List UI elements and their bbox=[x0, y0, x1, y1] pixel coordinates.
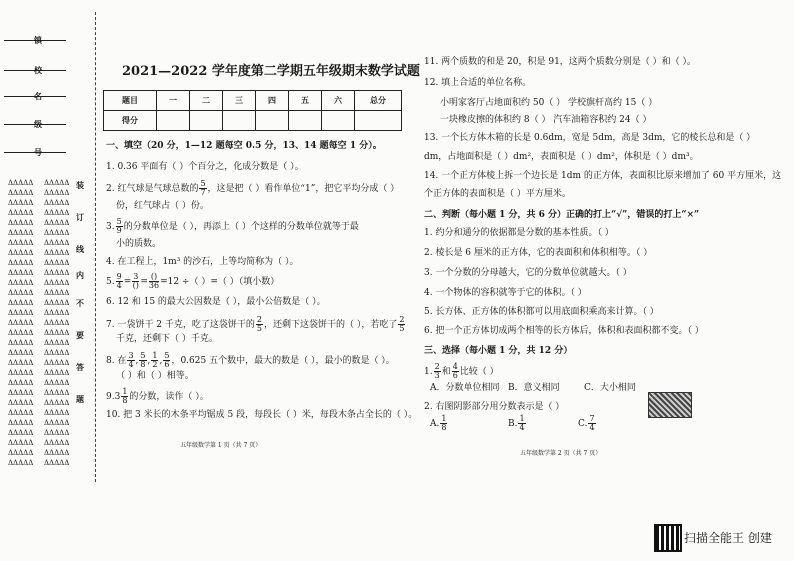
score-cell[interactable] bbox=[355, 111, 402, 131]
question-6: 6. 12 和 15 的最大公因数是（ ），最小公倍数是（ ）。 bbox=[106, 297, 326, 307]
score-row-label: 得分 bbox=[104, 111, 157, 131]
footer-left: 五年级数学第 1 页（共 7 页） bbox=[180, 442, 262, 449]
fraction: $\frac{5}{9}$ bbox=[116, 217, 122, 235]
seal-char: 题 bbox=[76, 394, 84, 404]
field-class: 级 bbox=[4, 124, 66, 125]
fraction: $\frac{4}{6}$ bbox=[452, 362, 458, 380]
fraction: $\frac{5}{8}$ bbox=[140, 351, 146, 369]
score-cell[interactable] bbox=[289, 111, 322, 131]
score-row bbox=[104, 111, 402, 131]
fraction: $\frac{5}{7}$ bbox=[200, 179, 206, 197]
choice-2: 2. 右图阴影部分用分数表示是（ ） bbox=[424, 402, 565, 412]
fraction: $\frac{1}{2}$ bbox=[152, 351, 158, 369]
seal-char: 订 bbox=[76, 212, 84, 222]
choice-1-option-a[interactable]: A．分数单位相同 bbox=[430, 383, 500, 393]
judge-6: 6. 把一个正方体切成两个相等的长方体后，体积和表面积都不变。（ ） bbox=[424, 326, 704, 336]
seal-char: 答 bbox=[76, 362, 84, 372]
field-number: 号 bbox=[4, 152, 66, 153]
question-9: 9. 3 $\frac{1}{8}$ 的分数，读作（ ）。 bbox=[106, 387, 209, 405]
section-3-heading: 三、选择（每小题 1 分，共 12 分） bbox=[424, 346, 573, 356]
question-12: 12. 填上合适的单位名称。 bbox=[424, 78, 532, 88]
question-8-cont: （ ）和（ ）相等。 bbox=[116, 371, 194, 381]
question-2-cont: 份，红气球占（ ）份。 bbox=[116, 201, 209, 211]
seal-char: 线 bbox=[76, 244, 84, 254]
score-cell[interactable] bbox=[256, 111, 289, 131]
fraction: $\frac{1}{8}$ bbox=[441, 414, 447, 432]
fraction: $\frac{()}{36}$ bbox=[148, 272, 160, 290]
choice-2-option-a[interactable]: A. $\frac{1}{8}$ bbox=[430, 414, 447, 432]
fraction: $\frac{2}{3}$ bbox=[434, 362, 440, 380]
score-header: 一 bbox=[157, 91, 190, 111]
fraction: $\frac{3}{()}$ bbox=[132, 272, 139, 290]
score-header: 二 bbox=[190, 91, 223, 111]
triangle-column-1: ΔΔΔΔΔ ΔΔΔΔΔ ΔΔΔΔΔ ΔΔΔΔΔ ΔΔΔΔΔ ΔΔΔΔΔ ΔΔΔΔΔ ΔΔΔΔΔ ΔΔΔΔΔ ΔΔΔΔΔ ΔΔΔΔΔ ΔΔΔΔΔ ΔΔΔΔΔ ΔΔΔΔΔ ΔΔΔΔΔ ΔΔΔΔΔ ΔΔΔΔΔ ΔΔΔΔΔ ΔΔΔΔΔ ΔΔΔΔΔ ΔΔΔΔΔ ΔΔΔΔΔ ΔΔΔΔΔ ΔΔΔΔΔ ΔΔΔΔΔ ΔΔΔΔΔ ΔΔΔΔΔ ΔΔΔΔΔ ΔΔΔΔΔ bbox=[8, 179, 34, 467]
question-13-cont: dm，占地面积是（ ）dm²，表面积是（ ）dm²，体积是（ ）dm³。 bbox=[424, 152, 699, 162]
fraction: $\frac{1}{4}$ bbox=[519, 414, 525, 432]
choice-1-option-c[interactable]: C．大小相同 bbox=[584, 383, 636, 393]
scanner-watermark: 扫描全能王 创建 bbox=[684, 531, 772, 545]
page-title: 2021—2022 学年度第二学期五年级期末数学试题 bbox=[122, 64, 420, 79]
score-cell[interactable] bbox=[322, 111, 355, 131]
judge-3: 3. 一个分数的分母越大，它的分数单位就越大。（ ） bbox=[424, 268, 632, 278]
choice-1-option-b[interactable]: B．意义相同 bbox=[508, 383, 560, 393]
question-11: 11. 两个质数的和是 20，积是 91，这两个质数分别是（ ）和（ ）。 bbox=[424, 57, 697, 67]
question-7: 7. 一袋饼干 2 千克，吃了这袋饼干的 $\frac{2}{5}$ ，还剩下这袋饼干的（ ），若吃了 $\frac{2}{5}$ bbox=[106, 315, 405, 333]
field-school: 校 bbox=[4, 70, 66, 71]
question-8: 8. 在 $\frac{3}{4}$ , $\frac{5}{8}$ , $\frac{1}{2}$ , $\frac{5}{6}$ ，0.625 五个数中，最大的数是（ ），最小的数是（ ）。 bbox=[106, 351, 395, 369]
binding-line bbox=[95, 12, 96, 482]
judge-5: 5. 长方体、正方体的体积都可以用底面积乘高来计算。（ ） bbox=[424, 307, 659, 317]
score-cell[interactable] bbox=[190, 111, 223, 131]
question-14-cont: 个正方体的表面积是（ ）平方厘米。 bbox=[424, 189, 571, 199]
score-header: 五 bbox=[289, 91, 322, 111]
question-12-row1: 小明家客厅占地面积约 50（ ） 学校旗杆高约 15（ ） bbox=[440, 98, 658, 108]
question-14: 14. 一个正方体棱上拆一个边长是 1dm 的正方体，表面积比原来增加了 60 平方厘米，这 bbox=[424, 171, 782, 181]
fraction: $\frac{7}{4}$ bbox=[589, 414, 595, 432]
judge-4: 4. 一个物体的容积就等于它的体积。（ ） bbox=[424, 288, 587, 298]
fraction: $\frac{5}{6}$ bbox=[164, 351, 170, 369]
score-header: 三 bbox=[223, 91, 256, 111]
triangle-column-2: ΔΔΔΔΔ ΔΔΔΔΔ ΔΔΔΔΔ ΔΔΔΔΔ ΔΔΔΔΔ ΔΔΔΔΔ ΔΔΔΔΔ ΔΔΔΔΔ ΔΔΔΔΔ ΔΔΔΔΔ ΔΔΔΔΔ ΔΔΔΔΔ ΔΔΔΔΔ ΔΔΔΔΔ ΔΔΔΔΔ ΔΔΔΔΔ ΔΔΔΔΔ ΔΔΔΔΔ ΔΔΔΔΔ ΔΔΔΔΔ ΔΔΔΔΔ ΔΔΔΔΔ ΔΔΔΔΔ ΔΔΔΔΔ ΔΔΔΔΔ ΔΔΔΔΔ ΔΔΔΔΔ ΔΔΔΔΔ ΔΔΔΔΔ bbox=[44, 179, 70, 467]
qr-code-icon bbox=[654, 524, 682, 552]
score-header: 总分 bbox=[355, 91, 402, 111]
question-2: 2. 红气球是气球总数的 $\frac{5}{7}$ ，这是把（ ）看作单位“1”，把它平均分成（ ） bbox=[106, 179, 400, 197]
question-3: 3. $\frac{5}{9}$ 的分数单位是（ ），再添上（ ）个这样的分数单位就等于最 bbox=[106, 217, 359, 235]
choice-1: 1. $\frac{2}{3}$ 和 $\frac{4}{6}$ 比较（ ） bbox=[424, 362, 499, 380]
fraction: $\frac{3}{4}$ bbox=[128, 351, 134, 369]
judge-2: 2. 棱长是 6 厘米的正方体，它的表面积和体积相等。（ ） bbox=[424, 248, 653, 258]
field-town: 镇 bbox=[4, 40, 66, 41]
seal-char: 内 bbox=[76, 270, 84, 280]
score-table bbox=[103, 90, 402, 131]
shaded-figure bbox=[648, 392, 692, 418]
score-cell[interactable] bbox=[223, 111, 256, 131]
fraction: $\frac{1}{8}$ bbox=[122, 387, 128, 405]
question-3-cont: 小的质数。 bbox=[116, 239, 162, 249]
seal-char: 不 bbox=[76, 298, 84, 308]
question-7-cont: 千克，还剩下（ ）千克。 bbox=[116, 334, 218, 344]
fraction: $\frac{9}{4}$ bbox=[116, 272, 122, 290]
score-header: 六 bbox=[322, 91, 355, 111]
fraction: $\frac{2}{5}$ bbox=[256, 315, 262, 333]
choice-2-option-b[interactable]: B. $\frac{1}{4}$ bbox=[508, 414, 525, 432]
section-2-heading: 二、判断（每小题 1 分，共 6 分）正确的打上“√”，错误的打上“×” bbox=[424, 210, 700, 220]
score-header: 四 bbox=[256, 91, 289, 111]
score-header: 题目 bbox=[104, 91, 157, 111]
score-cell[interactable] bbox=[157, 111, 190, 131]
question-13: 13. 一个长方体木箱的长是 0.6dm，宽是 5dm，高是 3dm，它的棱长总和是（ ） bbox=[424, 133, 756, 143]
question-12-row2: 一块橡皮擦的体积约 8（ ） 汽车油箱容积约 24（ ） bbox=[440, 115, 652, 125]
score-header-row bbox=[104, 91, 402, 111]
fraction: $\frac{2}{5}$ bbox=[399, 315, 405, 333]
footer-right: 五年级数学第 2 页（共 7 页） bbox=[520, 450, 602, 457]
question-4: 4. 在工程上，1m³ 的沙石，上等均简称为（ ）。 bbox=[106, 257, 299, 267]
seal-char: 要 bbox=[76, 330, 84, 340]
field-name: 名 bbox=[4, 96, 66, 97]
section-1-heading: 一、填空（20 分，1—12 题每空 0.5 分，13、14 题每空 1 分）。 bbox=[106, 141, 382, 151]
choice-2-option-c[interactable]: C. $\frac{7}{4}$ bbox=[578, 414, 595, 432]
seal-char: 装 bbox=[76, 180, 84, 190]
question-10: 10. 把 3 米长的木条平均锯成 5 段，每段长（ ）米，每段木条占全长的（ ）。 bbox=[106, 410, 418, 420]
question-5: 5. $\frac{9}{4}$ = $\frac{3}{()}$ = $\frac{()}{36}$ =12 ÷（ ）=（ ）（填小数） bbox=[106, 272, 280, 290]
question-1: 1. 0.36 平面有（ ）个百分之，化成分数是（ ）。 bbox=[106, 162, 304, 172]
judge-1: 1. 约分和通分的依据都是分数的基本性质。（ ） bbox=[424, 228, 614, 238]
